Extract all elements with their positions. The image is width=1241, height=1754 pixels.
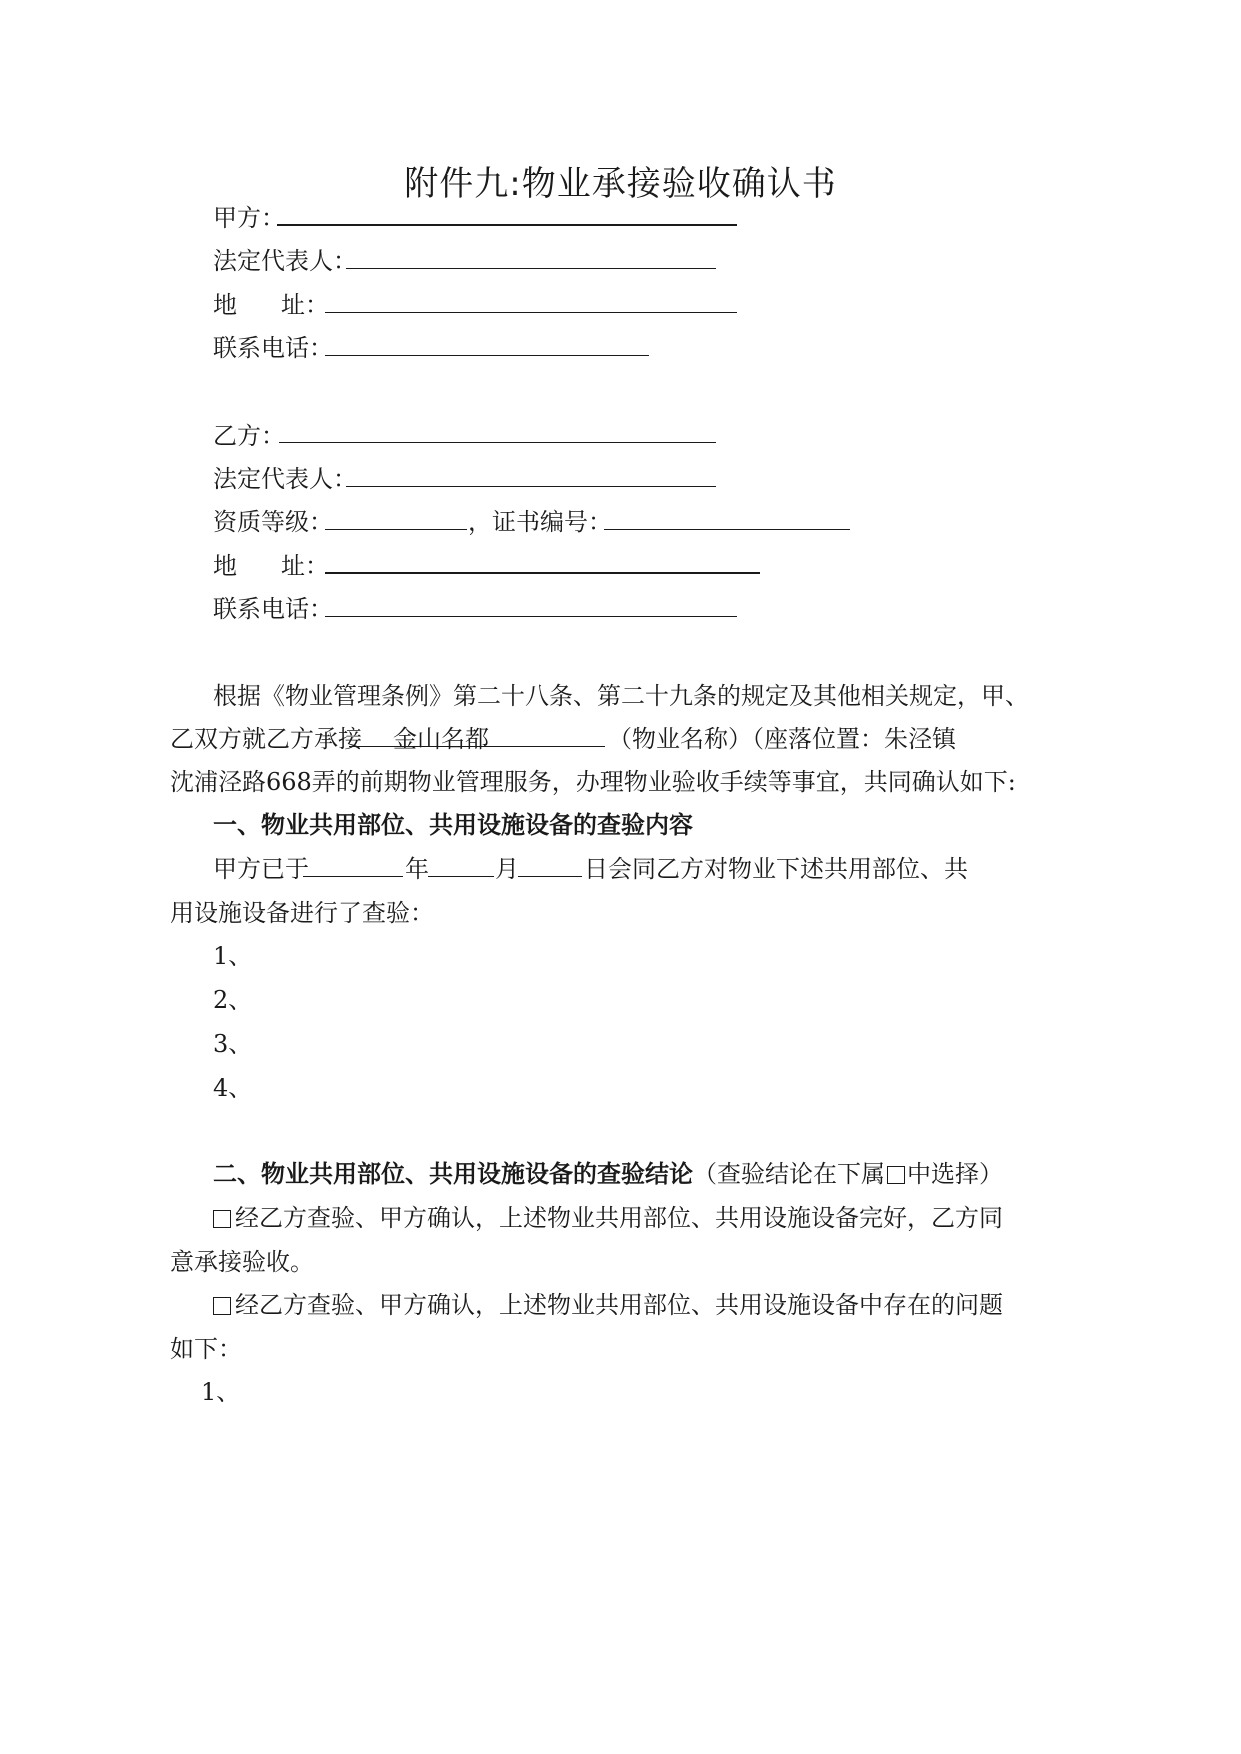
inspection-date-prefix: 甲方已于: [213, 855, 309, 883]
intro-line-2-prefix: 乙双方就乙方承接: [170, 725, 362, 753]
option-2-checkbox[interactable]: [213, 1297, 231, 1315]
section-2-note-suffix: 中选择）: [907, 1160, 1003, 1188]
party-a-address-label-2: 址：: [281, 291, 329, 319]
party-a-phone-label: 联系电话：: [213, 334, 333, 362]
inspection-item-2: 2、: [213, 986, 253, 1014]
document-title: 附件九:物业承接验收确认书: [404, 164, 837, 204]
property-name-underline: [349, 746, 605, 747]
option-1-checkbox[interactable]: [213, 1210, 231, 1228]
option-2-row: [213, 1290, 1003, 1320]
party-b-name-field[interactable]: [279, 442, 716, 443]
option-2-text-line-1: 经乙方查验、甲方确认，上述物业共用部位、共用设施设备中存在的问题: [235, 1291, 1003, 1319]
party-b-phone-field[interactable]: [325, 616, 737, 617]
inspection-year-label: 年: [405, 855, 429, 883]
party-a-rep-label: 法定代表人：: [213, 247, 357, 275]
party-a-name-field[interactable]: [277, 224, 737, 226]
party-b-certificate-field[interactable]: [604, 529, 850, 530]
party-a-rep-field[interactable]: [346, 268, 716, 269]
party-b-qualification-label: 资质等级：: [213, 508, 333, 536]
inspection-item-4: 4、: [213, 1074, 253, 1102]
inspection-month-label: 月: [495, 855, 519, 883]
party-b-phone-label: 联系电话：: [213, 595, 333, 623]
inspection-item-3: 3、: [213, 1030, 253, 1058]
inspection-item-1: 1、: [213, 942, 253, 970]
section-1-line-2: 用设施设备进行了查验：: [170, 899, 434, 927]
party-b-qualification-field[interactable]: [325, 529, 467, 530]
section-2-note-prefix: （查验结论在下属: [693, 1160, 885, 1188]
property-name: 金山名都: [393, 725, 489, 753]
party-b-address-label-1: 地: [213, 552, 237, 580]
party-b-certificate-label: ，证书编号：: [468, 508, 612, 536]
intro-line-3: 沈浦泾路668弄的前期物业管理服务，办理物业验收手续等事宜，共同确认如下:: [170, 768, 1016, 796]
inspection-day-field[interactable]: [518, 876, 582, 877]
party-a-phone-field[interactable]: [325, 355, 649, 356]
checkbox-icon: [887, 1166, 905, 1184]
party-a-address-label-1: 地: [213, 291, 237, 319]
party-b-name-label: 乙方：: [213, 422, 285, 450]
inspection-year-field[interactable]: [303, 876, 403, 877]
party-a-name-label: 甲方：: [213, 204, 285, 232]
party-b-rep-label: 法定代表人：: [213, 465, 357, 493]
section-1-heading: 一、物业共用部位、共用设施设备的查验内容: [213, 811, 693, 839]
inspection-date-suffix: 日会同乙方对物业下述共用部位、共: [584, 855, 968, 883]
intro-line-1: 根据《物业管理条例》第二十八条、第二十九条的规定及其他相关规定，甲、: [213, 682, 1029, 710]
party-b-address-field[interactable]: [325, 572, 760, 574]
inspection-month-field[interactable]: [428, 876, 494, 877]
party-b-rep-field[interactable]: [346, 486, 716, 487]
problem-item-1: 1、: [201, 1378, 241, 1406]
option-1-row: [213, 1203, 1003, 1233]
section-2-heading: 二、物业共用部位、共用设施设备的查验结论: [213, 1160, 693, 1188]
party-a-address-field[interactable]: [325, 312, 737, 313]
option-2-text-line-2: 如下：: [170, 1335, 242, 1363]
party-b-address-label-2: 址：: [281, 552, 329, 580]
intro-line-2-suffix: （物业名称）（座落位置：朱泾镇: [608, 725, 956, 753]
option-1-text-line-2: 意承接验收。: [170, 1248, 314, 1276]
option-1-text-line-1: 经乙方查验、甲方确认，上述物业共用部位、共用设施设备完好，乙方同: [235, 1204, 1003, 1232]
section-2-heading-row: [213, 1159, 1003, 1189]
